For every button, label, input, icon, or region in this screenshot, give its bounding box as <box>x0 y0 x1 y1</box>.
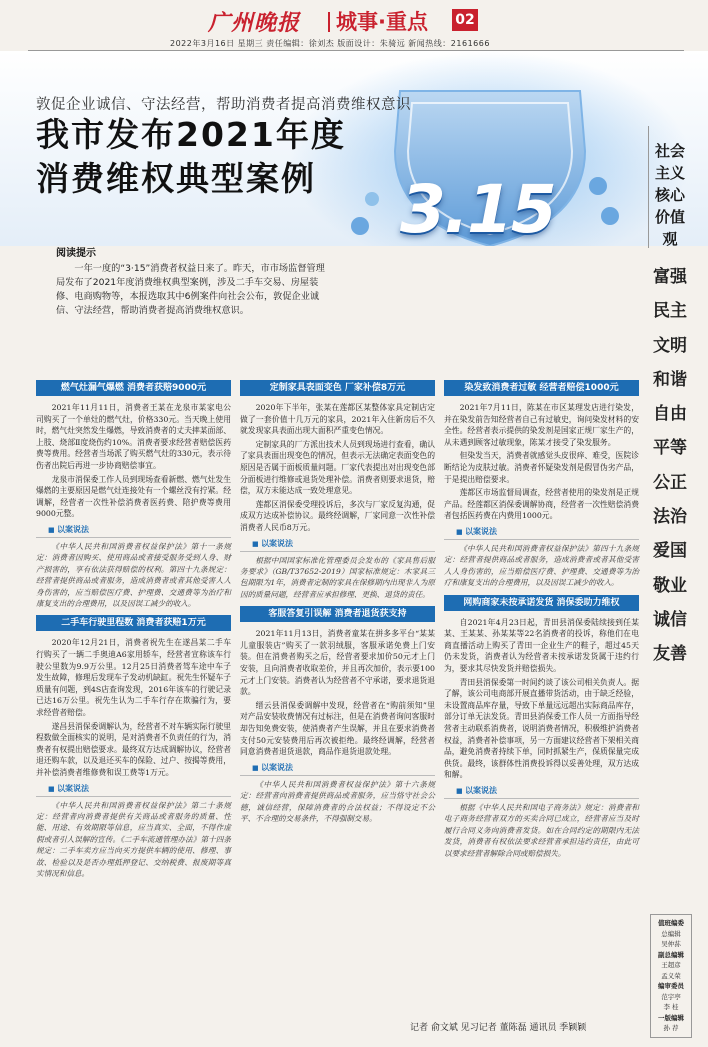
article-paragraph: 2020年下半年，张某在莲都区某整体家具定制店定做了一套价值十几万元的家具，2021年入住新房后不久就发现家具表面出现大面积严重变色情况。 <box>240 403 435 436</box>
hero-banner <box>0 51 708 246</box>
article-heading: 网购商家未按承诺发货 消保委助力维权 <box>444 595 639 611</box>
headline-line-1: 我市发布2021年度 <box>36 115 346 154</box>
staff-box <box>650 914 692 1038</box>
article-body <box>444 617 639 781</box>
article-paragraph: 青田县消保委第一时间约谈了该公司相关负责人。据了解，该公司电商部开展直播带货活动，由于缺乏经验，未设置商品库存量，导致下单量远远超出实际商品库存，部分订单无法发货。青田县消保委工作人员一方面指导经营者主动联系消费者，说明消费者情况，积极维护消费者权益，消费者补偿事项，另一方面建议经营者下架相关商品，避免消费者持续下单，同时抓紧生产，保质保量完成供货。最终，该群体性消费投诉得以妥善处理，双方达成和解。 <box>444 677 639 780</box>
law-section-label: ■ 以案说法 <box>456 526 639 537</box>
article-paragraph: 缙云县消保委调解中发现，经营者在“购前须知”里对产品安装收费情况有过标注，但是在消费者询问客服时却告知免费安装，使消费者产生误解，并且在要求消费者支付50元安装费用后再次被拒绝。最终经调解，经营者同意消费者退货退款，商品作退货退款处理。 <box>240 700 435 757</box>
byline: 记者 俞文斌 见习记者 董陈磊 通讯员 季颖颖 <box>410 1023 587 1033</box>
article-heading: 定制家具表面变色 厂家补偿8万元 <box>240 380 435 396</box>
law-text: 《中华人民共和国消费者权益保护法》第十六条规定：经营者向消费者提供商品或者服务，应当恪守社会公德，诚信经营，保障消费者的合法权益；不得设定不公平、不合理的交易条件，不得强制交易。 <box>240 779 435 823</box>
article-body <box>240 402 435 534</box>
reading-tip-heading: 阅读提示 <box>56 248 96 259</box>
law-section-label: ■ 以案说法 <box>252 538 435 549</box>
core-values-line: 价值观 <box>654 208 685 248</box>
article-paragraph: 遂昌县消保委调解认为，经营者不对车辆实际行驶里程数做全面核实的说明，是对消费者不负责任的行为，消费者有权提出赔偿要求。最终双方达成调解协议，经营者退还购车款，以及退还买车的保险、过户、按揭等费用，并补偿消费者维修费和误工费等1万元。 <box>36 721 231 777</box>
core-values-header <box>654 140 686 250</box>
staff-name: 范宇亭 <box>661 992 681 1001</box>
masthead-divider <box>328 12 330 32</box>
article-body <box>240 628 435 758</box>
badge-315: 3.15 <box>400 171 555 246</box>
article-paragraph: 定制家具的厂方派出技术人员到现场进行查看，确认了家具表面出现变色的情况，但表示无法确定表面变色的原因是否属于面板质量问题。厂家代表提出对出现变色部分面板进行维修或退货处理补偿。消费者则要求退货，赔偿，双方未能达成一致处理意见。 <box>240 439 435 496</box>
newspaper-logo: 广州晚报 <box>208 10 301 36</box>
core-value: 法治 <box>653 507 687 528</box>
core-values-list <box>648 260 692 672</box>
article-body <box>36 402 231 520</box>
core-value: 友善 <box>653 644 687 665</box>
article-column-3 <box>444 380 639 865</box>
law-section <box>444 798 639 859</box>
article-paragraph: 龙泉市消保委工作人员到现场查看新燃、燃气灶发生爆燃的主要原因是燃气灶连接处有一个螺丝没有拧紧。经调解，经营者一次性补偿消费者医药费、陪护费等费用9000元整。 <box>36 474 231 519</box>
reading-tip-text: 一年一度的“3·15”消费者权益日来了。昨天，市市场监督管理局发布了2021年度消费维权典型案例，涉及二手车交易、房屋装修、电商购物等，本报选取其中6例案件向社会公布，敦促企业诚信、守法经营，帮助消费者提高消费维权意识。 <box>56 263 325 316</box>
staff-role: 副总编辑 <box>658 950 684 959</box>
core-value: 民主 <box>653 301 687 322</box>
article-paragraph: 2021年11月11日，消费者王某在龙泉市某家电公司购买了一个单灶的燃气灶，价格330元。当天晚上使用时，燃气灶突然发生爆燃，导致消费者的丈夫摔某面部、上肢、烧部Ⅱ度烧伤约10%。消费者要求经营者赔偿医药费等费用。经营者当场派了购买燃气灶的330元，表示待伤者出院后再进一步协商赔偿事宜。 <box>36 403 231 470</box>
law-section <box>444 539 639 589</box>
core-value: 和谐 <box>653 369 687 390</box>
section-name: 城事·重点 <box>336 10 428 34</box>
core-value: 富强 <box>653 267 687 287</box>
core-value: 爱国 <box>653 541 687 562</box>
article-body <box>444 402 639 522</box>
article-column-1 <box>36 380 231 885</box>
staff-name: 孟义荣 <box>661 971 681 980</box>
law-text: 《中华人民共和国消费者权益保护法》第十一条规定：消费者因购买、使用商品或者接受服务受到人身、财产损害的，享有依法获得赔偿的权利。第四十九条规定：经营者提供商品或者服务，造成消费者或者其他受害人人身伤害的，应当赔偿医疗费、护理费、交通费等为治疗和康复支出的合理费用，以及因误工减少的收入。 <box>36 541 231 608</box>
law-text: 《中华人民共和国消费者权益保护法》第四十九条规定：经营者提供商品或者服务，造成消费者或者其他受害人人身伤害的，应当赔偿医疗费、护理费、交通费等为治疗和康复支出的合理费用，以及因误工减少的收入。 <box>444 543 639 588</box>
core-value: 自由 <box>653 404 687 425</box>
article-heading: 客服答复引误解 消费者退货获支持 <box>240 606 435 622</box>
core-value: 文明 <box>653 335 687 356</box>
law-section-label: ■ 以案说法 <box>48 783 231 794</box>
staff-name: 吴仲荪 <box>661 940 681 948</box>
law-section <box>240 551 435 601</box>
law-text: 根据中国国家标准化管理委员会发布的《家具售后服务要求》（GB/T37652-2019）国家标准规定：木家具三包期限为1年，消费者定制的家具在保修期内出现非人为原因的质量问题，经营者应承担修理、更换、退货的责任。 <box>240 555 435 599</box>
article-paragraph: 2021年7月11日，陈某在市区某理发店进行染发，并在染发前告知经营者自己有过敏史，询问染发材料的安全性。经营者表示提供的染发剂是国家正规厂家生产的，从未遇到顾客过敏现象，陈某才接受了染发服务。 <box>444 403 639 447</box>
law-section <box>36 537 231 609</box>
article-body <box>36 637 231 778</box>
article-paragraph: 莲都区市场监督局调查，经营者使用的染发剂是正规产品。经莲都区消保委调解协商，经营者一次性赔偿消费者包括医药费在内费用1000元。 <box>444 488 639 521</box>
headline-subtitle: 敦促企业诚信、守法经营，帮助消费者提高消费维权意识 <box>36 97 411 113</box>
staff-name: 王超彦 <box>661 961 681 969</box>
law-section <box>36 796 231 880</box>
headline-line-2: 消费维权典型案例 <box>36 159 316 198</box>
law-section-label: ■ 以案说法 <box>252 762 435 773</box>
issue-info: 2022年3月16日 星期三 责任编辑：徐刘杰 版面设计：朱骑远 新闻热线：2161666 <box>170 39 490 48</box>
core-values-line: 核心 <box>654 186 685 204</box>
law-text: 根据《中华人民共和国电子商务法》规定：消费者和电子商务经营者双方的买卖合同已成立，经营者应当及时履行合同义务向消费者发货。如在合同约定的期限内无法发货，消费者有权依法要求经营者承担违约责任，由此可以要求经营者解除合同或赔偿损失。 <box>444 802 639 858</box>
staff-role: 编审委员 <box>658 982 684 990</box>
article-paragraph: 莲都区消保委受理投诉后，多次与厂家反复沟通，促成双方达成补偿协议。最终经调解，厂家同意一次性补偿消费者人民币8万元。 <box>240 499 435 532</box>
article-heading: 染发致消费者过敏 经营者赔偿1000元 <box>444 380 639 396</box>
core-value: 公正 <box>653 472 687 493</box>
law-text: 《中华人民共和国消费者权益保护法》第二十条规定：经营者向消费者提供有关商品或者服务的质量、性能、用途、有效期限等信息，应当真实、全面，不得作虚假或者引人误解的宣传。《二手车流通管理办法》第十四条规定：二手车卖方应当向买方提供车辆的使用、修理、事故、检验以及是否办理抵押登记、交纳税费、报废期等真实情况和信息。 <box>36 800 231 878</box>
article-paragraph: 自2021年4月23日起，青田县消保委陆续接到任某某、王某某、孙某某等22名消费者的投诉，称他们在电商直播活动上购买了青田一企业生产的鞋子，超过45天仍未发货，消费者认为经营者未按承诺发货属于违约行为，要求其尽快发货并赔偿损失。 <box>444 617 639 673</box>
article-paragraph: 但染发当天，消费者就感觉头皮很痒、难受，医院诊断结论为皮肤过敏。消费者怀疑染发剂是假冒伪劣产品，于是提出赔偿要求。 <box>444 451 639 484</box>
article-paragraph: 2020年12月21日，消费者祝先生在遂昌某二手车行购买了一辆二手奥迪A6家用轿车，经营者宣称该车行驶公里数为9.9万公里。12月25日消费者驾车途中车子发生故障，修理后发现车子发动机缺缸。祝先生怀疑车子质量有问题，到4S店查询发现，2016年该车的行驶记录已达16万公里。祝先生认为二手车行存在欺骗行为，要求经营者赔偿。 <box>36 638 231 717</box>
staff-name: 孙 荐 <box>663 1024 679 1032</box>
headline-title <box>36 113 346 201</box>
staff-role: 值班编委 <box>658 919 684 927</box>
law-section-label: ■ 以案说法 <box>48 524 231 535</box>
core-value: 敬业 <box>653 575 687 596</box>
masthead <box>0 0 708 50</box>
staff-name: 李 桂 <box>663 1003 679 1011</box>
core-value: 平等 <box>653 438 687 459</box>
article-heading: 燃气灶漏气爆燃 消费者获赔9000元 <box>36 380 231 396</box>
staff-name: 总编辑 <box>661 929 681 938</box>
law-section <box>240 775 435 825</box>
law-section-label: ■ 以案说法 <box>456 785 639 796</box>
article-heading: 二手车行驶里程数 消费者获赔1万元 <box>36 615 231 631</box>
article-paragraph: 2021年11月13日，消费者童某在拼多多平台“某某儿童服装店”购买了一款羽绒服，客服承诺免费上门安装。但在消费者购买之后，经营者要求加价50元才上门安装，且向消费者收取差价，并且再次加价，表示要100元才上门安装。消费者认为经营者不守承诺，要求退货退款。 <box>240 629 435 697</box>
core-value: 诚信 <box>653 609 687 630</box>
core-values-line: 社会主义 <box>654 142 685 182</box>
staff-role: 一版编辑 <box>658 1013 684 1022</box>
article-column-2 <box>240 380 435 830</box>
page-number: 02 <box>452 9 478 31</box>
